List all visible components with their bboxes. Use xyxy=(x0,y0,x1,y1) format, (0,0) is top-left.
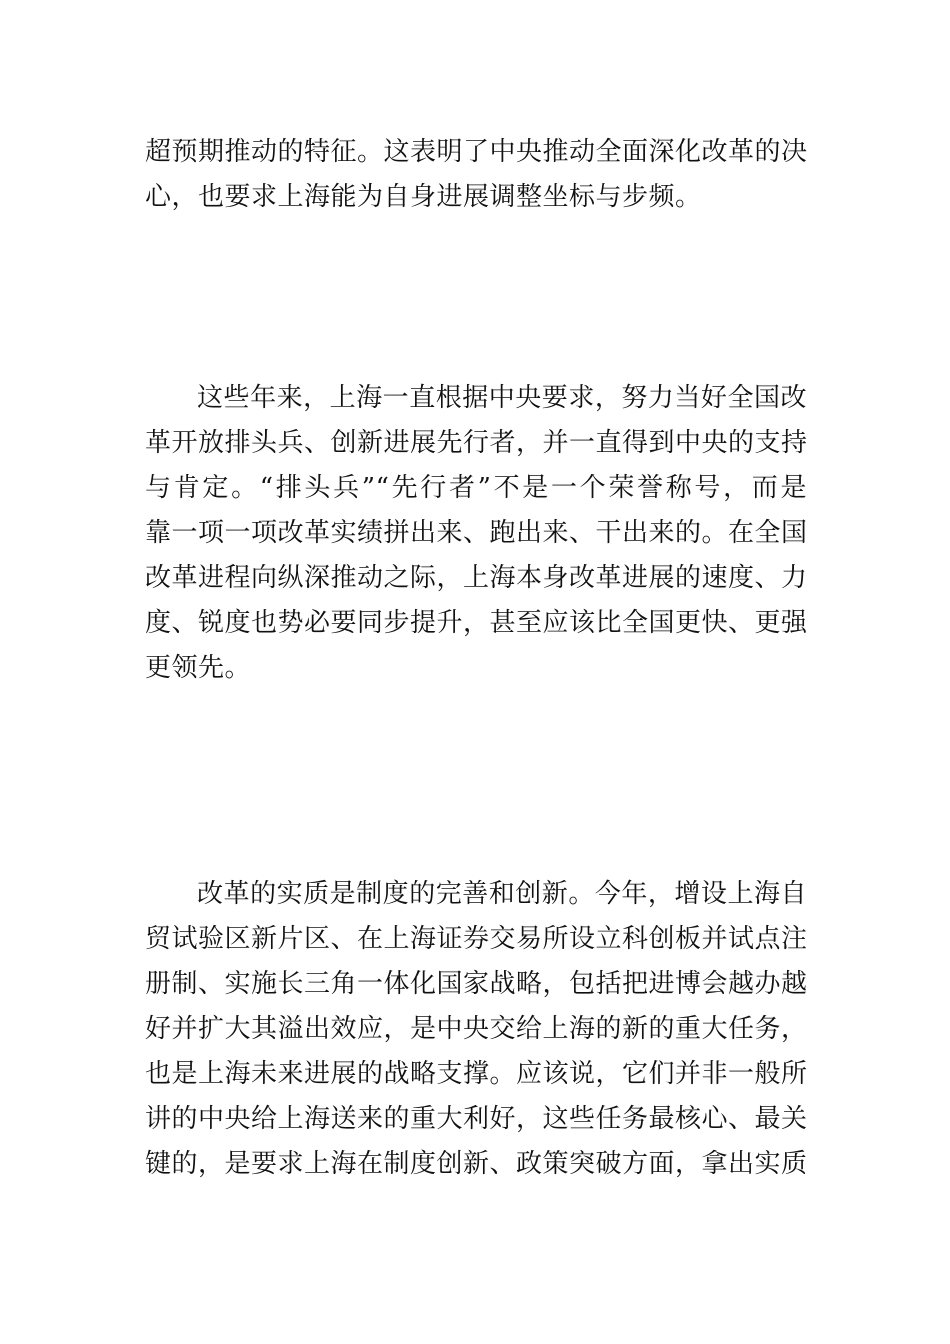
paragraph-2-line-6: 度、锐度也势必要同步提升，甚至应该比全国更快、更强 xyxy=(145,608,808,638)
paragraph-2-line-7: 更领先。 xyxy=(145,653,252,683)
paragraph-3 xyxy=(145,872,807,1187)
paragraph-2-line-4: 靠一项一项改革实绩拼出来、跑出来、干出来的。在全国 xyxy=(145,518,808,548)
paragraph-2-line-2: 革开放排头兵、创新进展先行者，并一直得到中央的支持 xyxy=(145,428,808,458)
paragraph-2-line-3: 与肯定。“排头兵”“先行者”不是一个荣誉称号，而是 xyxy=(145,473,807,503)
paragraph-3-line-1: 改革的实质是制度的完善和创新。今年，增设上海自 xyxy=(197,879,807,909)
paragraph-2-line-5: 改革进程向纵深推动之际，上海本身改革进展的速度、力 xyxy=(145,563,808,593)
paragraph-1-line-1: 超预期推动的特征。这表明了中央推动全面深化改革的决 xyxy=(145,137,808,167)
paragraph-3-line-7: 键的，是要求上海在制度创新、政策突破方面，拿出实质 xyxy=(145,1149,808,1179)
paragraph-1 xyxy=(145,130,807,220)
paragraph-3-line-6: 讲的中央给上海送来的重大利好，这些任务最核心、最关 xyxy=(145,1104,808,1134)
paragraph-1-line-2: 心，也要求上海能为自身进展调整坐标与步频。 xyxy=(145,182,702,212)
paragraph-3-line-4: 好并扩大其溢出效应，是中央交给上海的新的重大任务， xyxy=(145,1014,808,1044)
paragraph-3-line-2: 贸试验区新片区、在上海证券交易所设立科创板并试点注 xyxy=(145,924,808,954)
paragraph-3-line-3: 册制、实施长三角一体化国家战略，包括把进博会越办越 xyxy=(145,969,808,999)
paragraph-3-line-5: 也是上海未来进展的战略支撑。应该说，它们并非一般所 xyxy=(145,1059,808,1089)
paragraph-2 xyxy=(145,376,807,691)
paragraph-2-line-1: 这些年来，上海一直根据中央要求，努力当好全国改 xyxy=(197,383,807,413)
